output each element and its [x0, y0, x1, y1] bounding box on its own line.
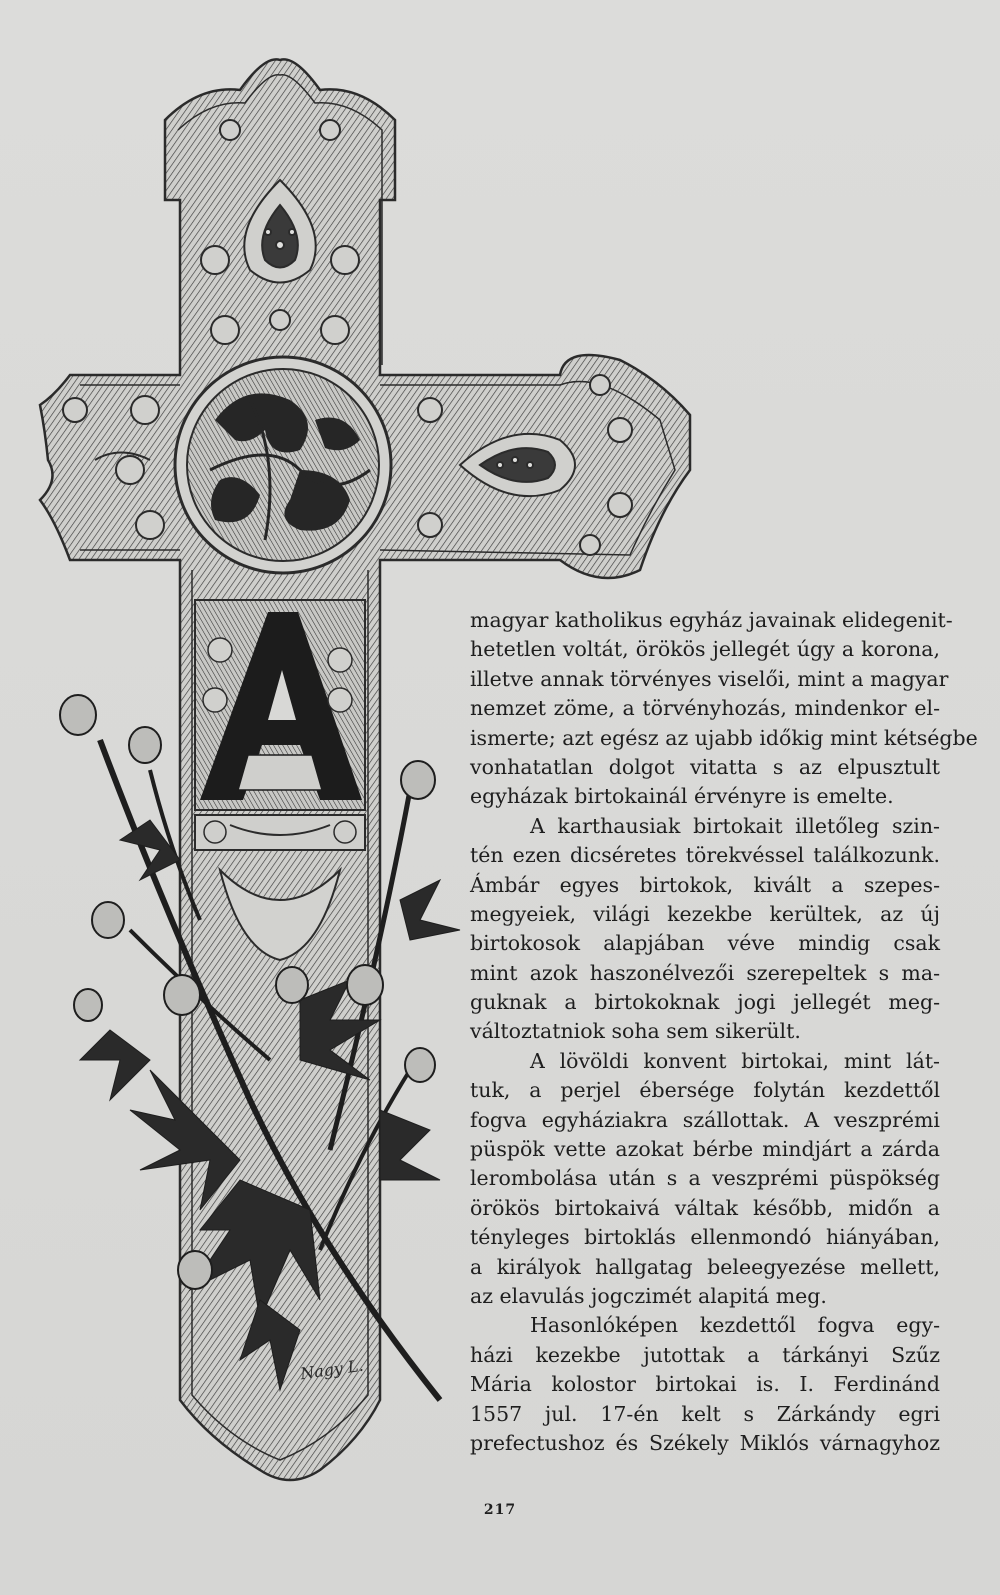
- text-line: vonhatatlan dolgot vitatta s az elpusztult: [470, 754, 940, 779]
- text-line: örökös birtokaivá váltak később, midőn a: [470, 1195, 940, 1220]
- body-text: [470, 606, 978, 1458]
- text-line: Mária kolostor birtokai is. I. Ferdinánd: [470, 1372, 940, 1397]
- text-line: prefectushoz és Székely Miklós várnagyhoz: [470, 1430, 940, 1455]
- text-line: illetve annak törvényes viselői, mint a magyar: [470, 666, 949, 691]
- text-line: változtatniok soha sem sikerült.: [470, 1019, 801, 1044]
- text-line: a királyok hallgatag beleegyezése mellett,: [470, 1254, 940, 1279]
- text-line: megyeiek, világi kezekbe kerültek, az új: [470, 901, 940, 926]
- text-line: nemzet zöme, a törvényhozás, mindenkor el-: [470, 696, 940, 721]
- text-line: Hasonlóképen kezdettől fogva egy-: [530, 1313, 940, 1338]
- text-line: püspök vette azokat bérbe mindjárt a zárda: [470, 1137, 940, 1162]
- text-line: A lövöldi konvent birtokai, mint lát-: [530, 1048, 940, 1073]
- text-line: 1557 jul. 17-én kelt s Zárkándy egri: [470, 1401, 940, 1426]
- central-medallion: [175, 357, 391, 573]
- text-line: lerombolása után s a veszprémi püspökség: [470, 1166, 940, 1191]
- text-line: tén ezen dicséretes törekvéssel találkozunk.: [470, 843, 940, 868]
- text-line: A karthausiak birtokait illetőleg szin-: [530, 813, 940, 838]
- text-line: guknak a birtokoknak jogi jellegét meg-: [470, 990, 940, 1015]
- text-line: tényleges birtoklás ellenmondó hiányában,: [470, 1225, 940, 1250]
- page-number: 217: [483, 1502, 517, 1518]
- text-line: házi kezekbe jutottak a tárkányi Szűz: [470, 1342, 940, 1367]
- text-line: fogva egyháziakra szállottak. A veszprémi: [470, 1107, 940, 1132]
- text-line: mint azok haszonélvezői szerepeltek s ma-: [470, 960, 940, 985]
- artist-signature: Nagy L.: [298, 1355, 365, 1384]
- text-line: birtokosok alapjában véve mindig csak: [470, 931, 940, 956]
- text-line: hetetlen voltát, örökös jellegét úgy a korona,: [470, 637, 940, 662]
- text-line: egyházak birtokainál érvényre is emelte.: [470, 784, 894, 809]
- text-line: Ámbár egyes birtokok, kivált a szepes-: [470, 872, 940, 897]
- text-line: az elavulás jogczimét alapitá meg.: [470, 1283, 827, 1308]
- text-line: magyar katholikus egyház javainak elidegenit-: [470, 608, 953, 632]
- text-line: ismerte; azt egész az ujabb időkig mint kétségbe: [470, 725, 978, 750]
- initial-letter-panel: [195, 600, 365, 810]
- text-line: tuk, a perjel ébersége folytán kezdettől: [470, 1078, 940, 1103]
